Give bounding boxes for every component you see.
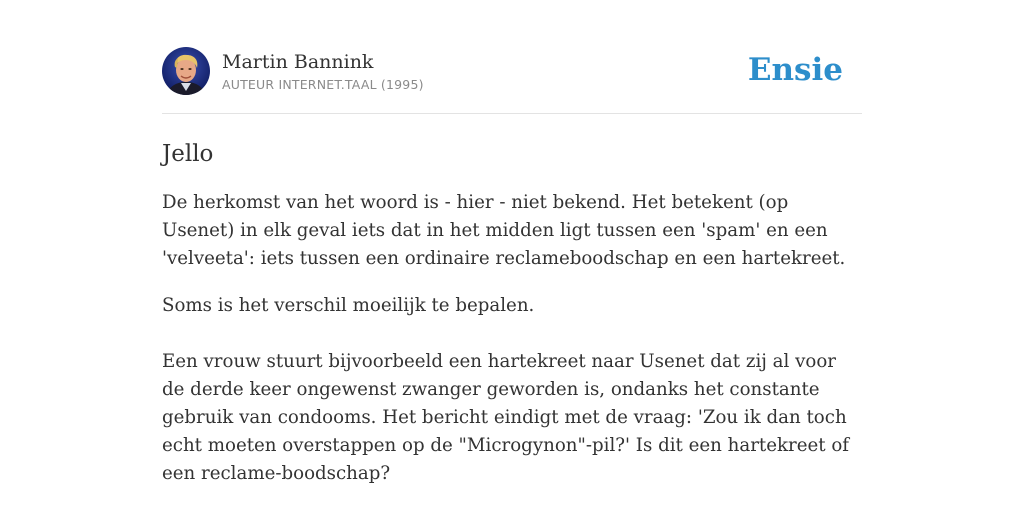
author-avatar[interactable] <box>162 47 210 95</box>
author-header <box>162 46 862 96</box>
author-role: AUTEUR INTERNET.TAAL (1995) <box>222 76 424 92</box>
author-info <box>222 50 424 93</box>
avatar-portrait-icon <box>162 47 210 95</box>
article-paragraph: Een vrouw stuurt bijvoorbeeld een hartekreet naar Usenet dat zij al voor de derde keer ongewenst zwanger geworden is, ondanks het constante gebruik van condooms. Het bericht eindigt met de vraag: 'Zou ik dan toch echt moeten overstappen op de "Microgynon"-pil?' Is dit een hartekreet of een reclame-boodschap? <box>162 351 850 484</box>
brand-logo[interactable]: Ensie <box>747 52 843 88</box>
article-paragraph: De herkomst van het woord is - hier - niet bekend. Het betekent (op Usenet) in elk geval iets dat in het midden ligt tussen een 'spam' en een 'velveeta': iets tussen een ordinaire reclameboodschap en een hartekreet. <box>162 192 846 269</box>
article-paragraph: Soms is het verschil moeilijk te bepalen. <box>162 295 535 316</box>
header-divider <box>162 113 862 114</box>
author-name[interactable]: Martin Bannink <box>222 50 374 73</box>
article-card <box>162 46 862 488</box>
article-title: Jello <box>162 141 214 167</box>
